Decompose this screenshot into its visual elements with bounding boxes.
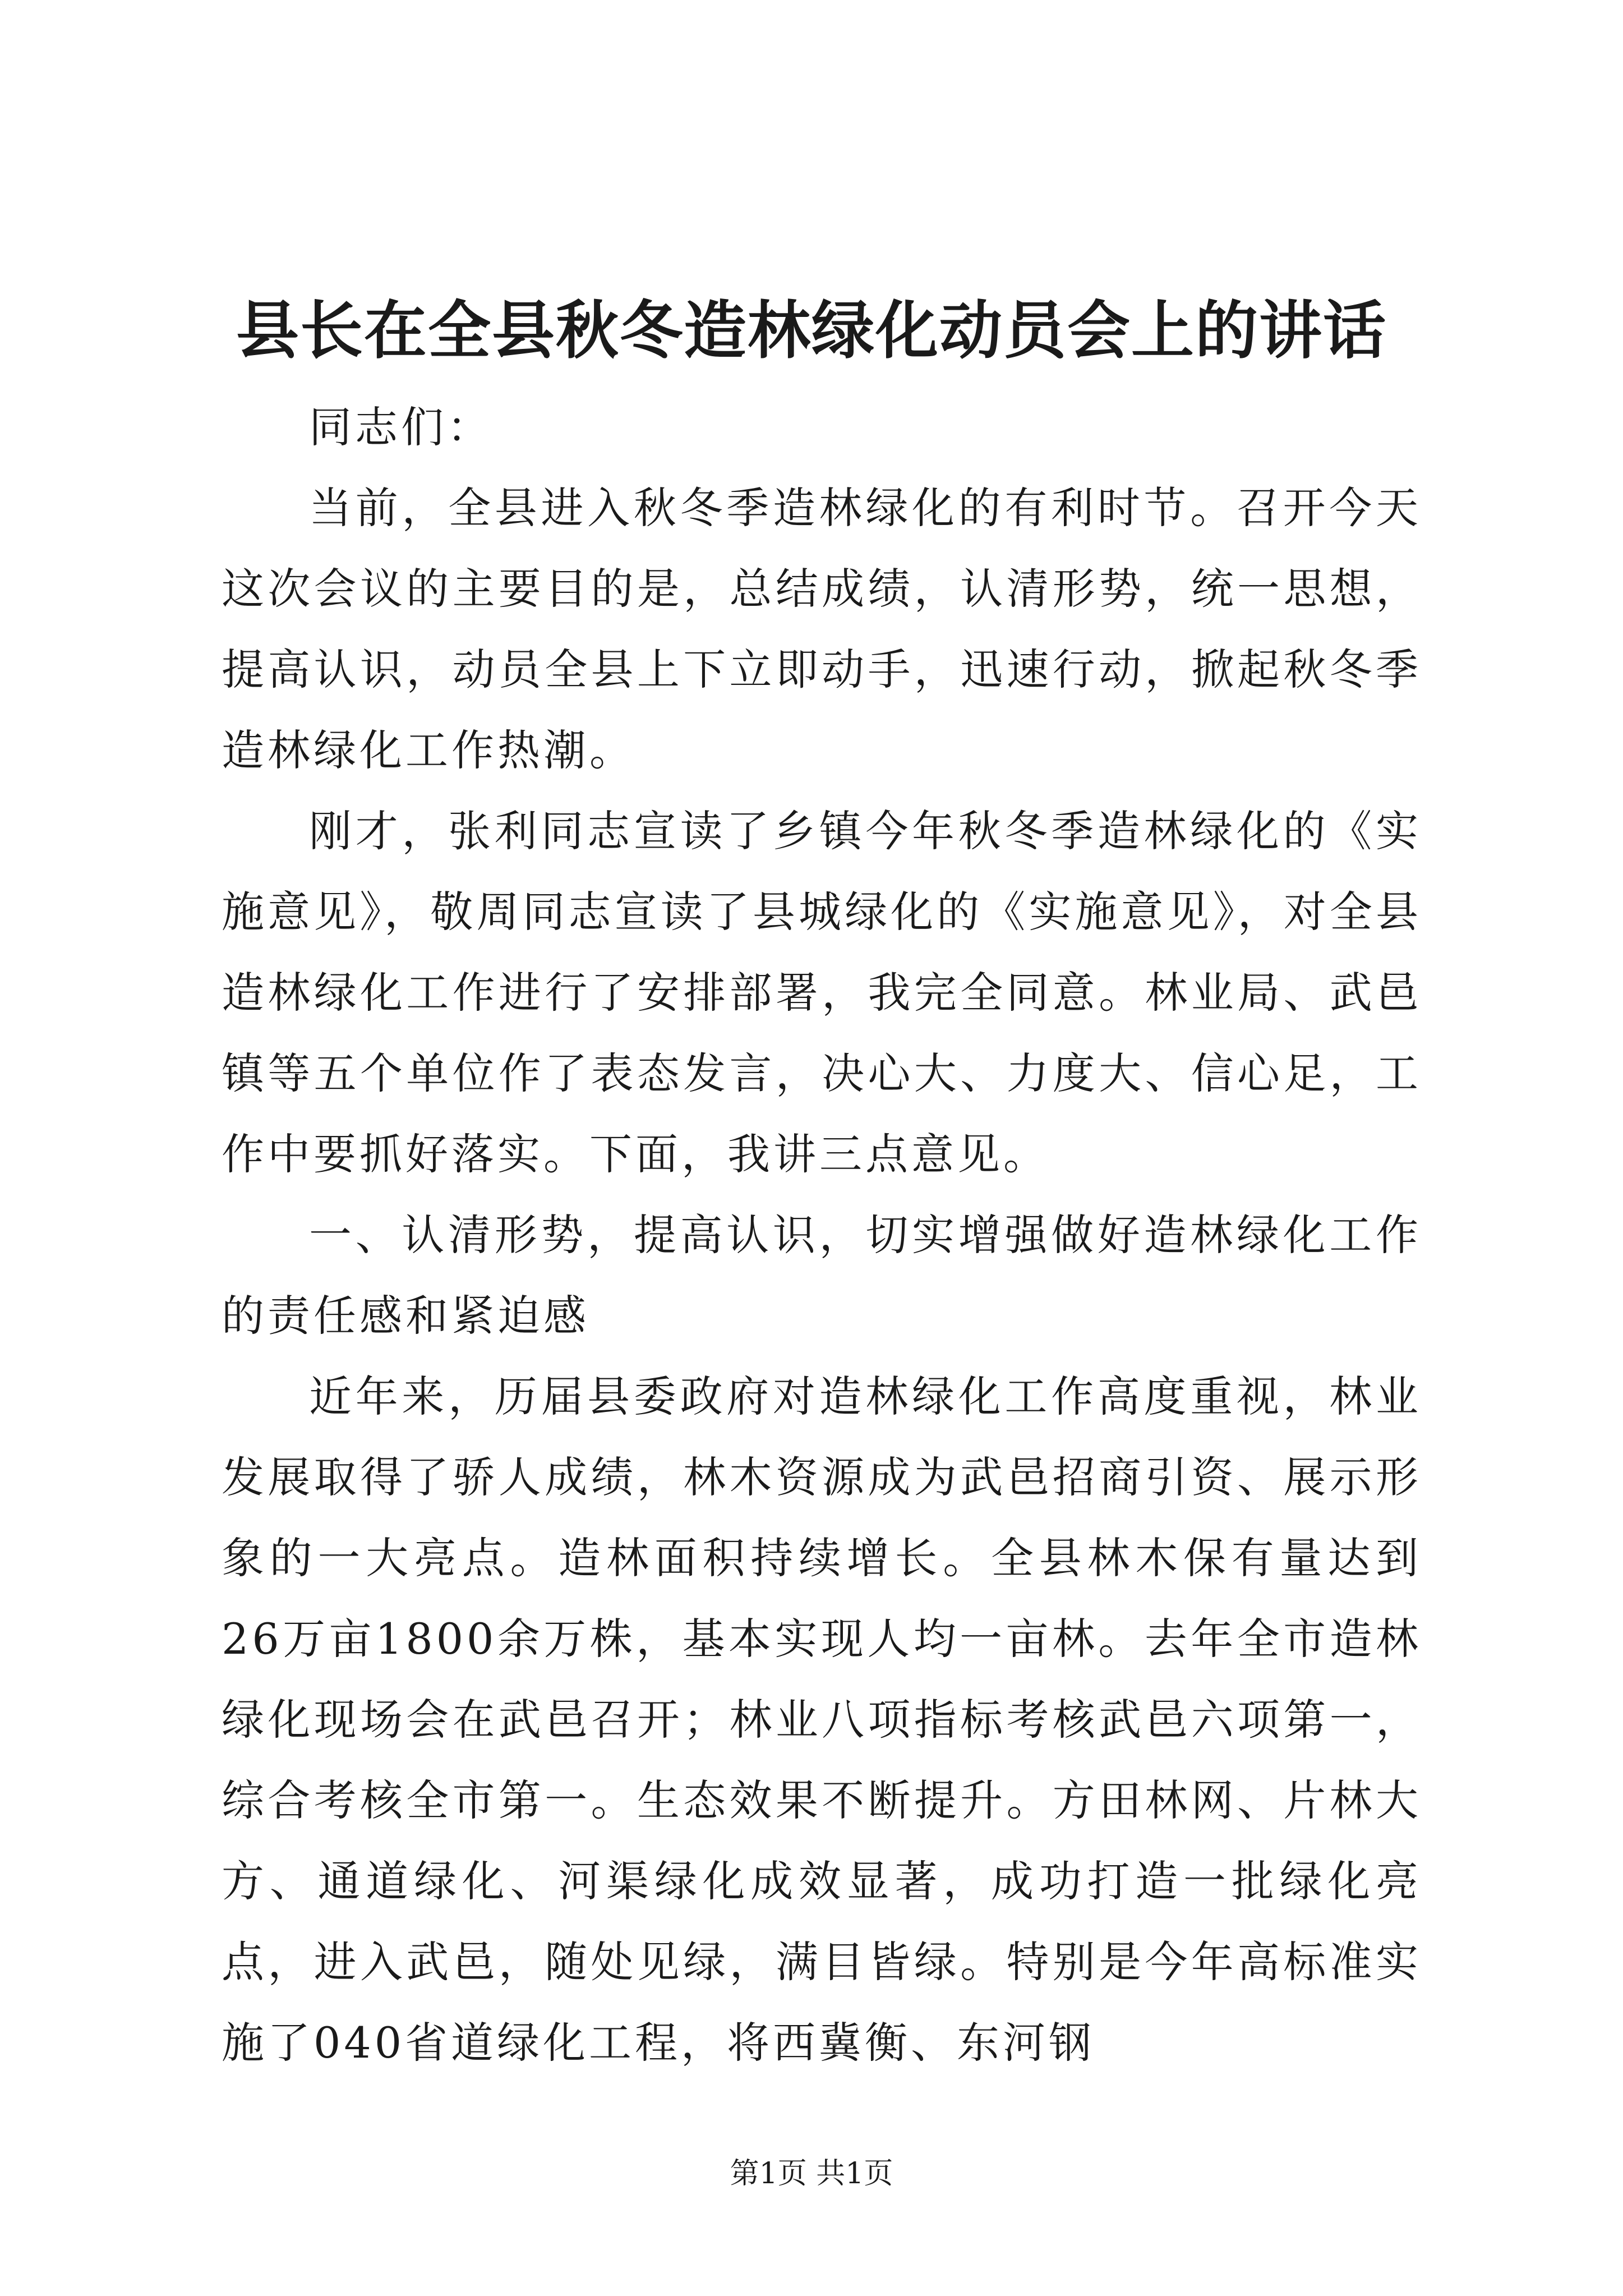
document-title: 县长在全县秋冬造林绿化动员会上的讲话 — [236, 294, 1387, 367]
body-paragraph: 当前，全县进入秋冬季造林绿化的有利时节。召开今天这次会议的主要目的是，总结成绩，认清形势，统一思想，提高认识，动员全县上下立即动手，迅速行动，掀起秋冬季造林绿化工作热潮。 — [222, 483, 1422, 775]
salutation-paragraph: 同志们： — [309, 402, 493, 452]
section-heading: 一、认清形势，提高认识，切实增强做好造林绿化工作的责任感和紧迫感 — [222, 1210, 1422, 1341]
body-paragraph: 近年来，历届县委政府对造林绿化工作高度重视，林业发展取得了骄人成绩，林木资源成为武邑招商引资、展示形象的一大亮点。造林面积持续增长。全县林木保有量达到26万亩1800余万株，基本实现人均一亩林。去年全市造林绿化现场会在武邑召开；林业八项指标考核武邑六项第一，综合考核全市第一。生态效果不断提升。方田林网、片林大方、通道绿化、河渠绿化成效显著，成功打造一批绿化亮点，进入武邑，随处见绿，满目皆绿。特别是今年高标准实施了040省道绿化工程，将西冀衡、东河钢 — [222, 1372, 1422, 2068]
body-paragraph: 刚才，张利同志宣读了乡镇今年秋冬季造林绿化的《实施意见》，敬周同志宣读了县城绿化的《实施意见》，对全县造林绿化工作进行了安排部署，我完全同意。林业局、武邑镇等五个单位作了表态发言，决心大、力度大、信心足，工作中要抓好落实。下面，我讲三点意见。 — [222, 806, 1422, 1179]
document-body — [222, 387, 1422, 2083]
page-footer: 第1页 共1页 — [730, 2157, 893, 2191]
